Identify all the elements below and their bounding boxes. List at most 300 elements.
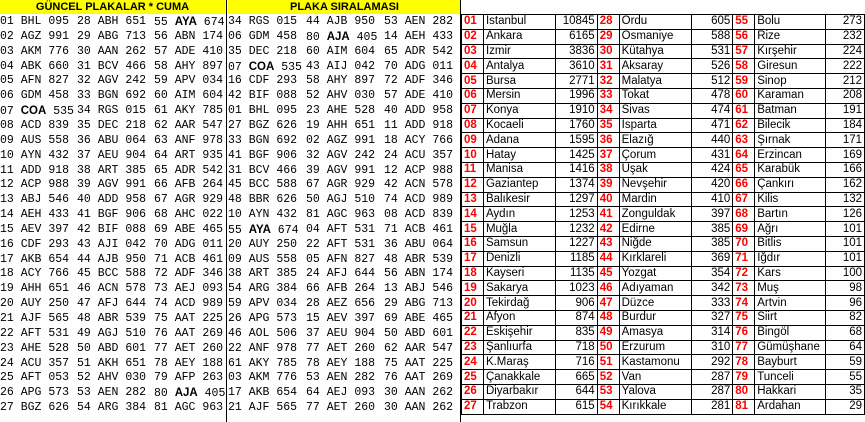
- plate-code: AGV: [326, 148, 348, 162]
- plate-entry: [154, 104, 223, 119]
- plate-code: AJI: [97, 237, 119, 251]
- plate-number: 22: [306, 237, 320, 251]
- province-code: 59: [733, 74, 755, 89]
- province-name: İzmir: [483, 44, 555, 59]
- plate-value: 713: [125, 29, 147, 43]
- plate-value: 034: [202, 74, 224, 88]
- table-row: [462, 59, 865, 74]
- plate-count: 1227: [555, 236, 597, 251]
- plate-entry: [228, 357, 297, 372]
- plate-number: 75: [384, 356, 398, 370]
- province-code: 25: [462, 370, 484, 385]
- plate-entry: [77, 267, 146, 282]
- province-name: Iğdır: [755, 251, 826, 266]
- province-name: Çorum: [619, 148, 691, 163]
- province-code: 08: [462, 118, 484, 133]
- plate-number: 30: [384, 386, 398, 400]
- plate-code: AAN: [97, 44, 119, 58]
- plate-number: 46: [77, 282, 91, 296]
- table-row: [462, 118, 865, 133]
- plate-value: 225: [202, 312, 224, 325]
- plate-value: 260: [202, 341, 224, 355]
- plate-value: 064: [125, 133, 147, 147]
- plate-code: DEC: [248, 44, 270, 58]
- plate-value: 346: [202, 267, 224, 281]
- province-code: 68: [733, 207, 755, 222]
- plate-count: 59: [826, 355, 865, 370]
- province-code: 16: [462, 236, 484, 251]
- plate-code: ABE: [404, 312, 426, 325]
- plate-code: ACD: [404, 193, 426, 207]
- plate-entry: [306, 30, 377, 46]
- plate-code: ARG: [248, 282, 270, 296]
- province-code: 42: [597, 222, 619, 237]
- province-name: Isparta: [619, 118, 691, 133]
- plate-entry: [306, 357, 375, 372]
- plate-number: 53: [384, 15, 398, 28]
- plate-value: 827: [48, 74, 70, 88]
- plate-code: BGN: [97, 89, 119, 103]
- plate-entry: [306, 149, 375, 164]
- plate-number: 33: [228, 133, 242, 147]
- plate-count: 101: [826, 251, 865, 266]
- plate-code: BIF: [97, 222, 119, 236]
- plate-code: AYN: [20, 148, 42, 162]
- plate-entry: [0, 282, 69, 297]
- plate-entry: [0, 164, 69, 179]
- plate-code: AEV: [20, 222, 42, 236]
- province-name: Çankırı: [755, 177, 826, 192]
- plate-entry: [306, 74, 375, 89]
- plate-number: 49: [77, 326, 91, 340]
- plate-count: 1253: [555, 207, 597, 222]
- plate-entry: [228, 342, 297, 357]
- plate-value: 558: [276, 252, 298, 266]
- plate-count: 292: [691, 355, 733, 370]
- plate-count: 1232: [555, 222, 597, 237]
- plate-value: 897: [202, 59, 224, 73]
- plate-entry: [306, 297, 375, 312]
- plate-code: AEU: [97, 148, 119, 162]
- plate-entry: [77, 119, 146, 134]
- plate-count: 1760: [555, 118, 597, 133]
- plate-code: AET: [326, 341, 348, 355]
- plate-entry: [154, 312, 223, 327]
- plate-value: 991: [125, 178, 147, 192]
- plate-entry: [384, 357, 453, 372]
- plate-value: 963: [354, 208, 376, 222]
- plate-entry: [0, 178, 69, 193]
- plate-code: AKM: [20, 44, 42, 58]
- province-name: Tokat: [619, 88, 691, 103]
- plate-entry: [0, 223, 69, 238]
- plate-code: AAT: [404, 356, 426, 370]
- plate-entry: [77, 149, 146, 164]
- province-name: Kars: [755, 266, 826, 281]
- plate-count: 1595: [555, 133, 597, 148]
- province-name: Muş: [755, 281, 826, 296]
- plate-value: 651: [48, 282, 70, 296]
- plate-code: BCC: [248, 178, 270, 192]
- province-code: 78: [733, 355, 755, 370]
- plate-code: ADE: [404, 89, 426, 103]
- plate-count: 64: [826, 340, 865, 355]
- plate-entry: [384, 134, 453, 149]
- plate-value: 547: [202, 118, 224, 132]
- plate-code: ADD: [404, 104, 426, 118]
- plate-code: ABG: [404, 297, 426, 311]
- plate-code: APV: [248, 297, 270, 311]
- plate-code: CDF: [20, 237, 42, 251]
- province-code: 57: [733, 44, 755, 59]
- plate-number: 18: [0, 267, 14, 281]
- plate-code: ACP: [20, 178, 42, 192]
- plate-count: 665: [555, 370, 597, 385]
- plate-code-bold: COA: [20, 105, 47, 118]
- plate-value: 991: [354, 133, 376, 147]
- plate-entry: [154, 60, 223, 75]
- plate-number: 57: [384, 89, 398, 103]
- plate-value: 385: [125, 163, 147, 177]
- plate-value: 950: [125, 252, 147, 266]
- plate-entry: [77, 342, 146, 357]
- plate-entry: [77, 357, 146, 372]
- plate-entry: [0, 297, 69, 312]
- province-name: Bayburt: [755, 355, 826, 370]
- plate-entry: [384, 15, 453, 30]
- plate-code: AGJ: [326, 193, 348, 207]
- plate-entry: [77, 30, 146, 45]
- plate-number: 68: [154, 208, 168, 222]
- plate-code: AFN: [326, 252, 348, 266]
- plate-entry: [154, 253, 223, 268]
- province-name: Zonguldak: [619, 207, 691, 222]
- plate-count: 1910: [555, 103, 597, 118]
- plate-number: 74: [384, 193, 398, 207]
- plate-value: 897: [354, 74, 376, 88]
- plate-number: 22: [228, 341, 242, 355]
- plate-entry: [77, 45, 146, 60]
- plate-entry: [384, 60, 453, 75]
- plate-number: 15: [0, 222, 14, 236]
- plate-number: 23: [306, 104, 320, 118]
- plate-entry: [77, 401, 146, 416]
- plate-entry: [154, 15, 225, 31]
- plate-entry: [0, 89, 69, 104]
- plate-entry: [228, 193, 297, 208]
- plate-number: 39: [77, 178, 91, 192]
- plate-number: 59: [228, 297, 242, 311]
- province-code: 15: [462, 222, 484, 237]
- plate-code: AGC: [326, 208, 348, 222]
- plate-value: 950: [354, 15, 376, 28]
- province-name: Kilis: [755, 192, 826, 207]
- province-name: Artvin: [755, 296, 826, 311]
- plate-value: 410: [432, 89, 454, 103]
- plate-value: 978: [202, 133, 224, 147]
- plate-code: ACN: [97, 282, 119, 296]
- plate-count: 397: [691, 207, 733, 222]
- plate-number: 06: [0, 89, 14, 103]
- table-row: [462, 207, 865, 222]
- plate-value: 293: [276, 74, 298, 88]
- plate-code: ACP: [404, 163, 426, 177]
- plate-entry: [228, 45, 297, 60]
- plate-number: 81: [306, 208, 320, 222]
- plate-entry: [0, 30, 69, 45]
- plate-code: AHY: [174, 59, 196, 73]
- plate-number: 50: [306, 193, 320, 207]
- province-code: 33: [597, 88, 619, 103]
- plate-code: ACD: [20, 118, 42, 132]
- province-name: Muğla: [483, 222, 555, 237]
- plate-value: 674: [203, 16, 225, 29]
- plate-number: 52: [77, 371, 91, 385]
- plate-entry: [228, 401, 297, 416]
- plate-count: 420: [691, 177, 733, 192]
- plate-entry: [154, 45, 223, 60]
- table-row: [462, 370, 865, 385]
- plate-number: 08: [0, 118, 14, 132]
- plate-value: 776: [48, 44, 70, 58]
- plate-number: 69: [154, 222, 168, 236]
- plate-value: 433: [48, 208, 70, 222]
- plate-number: 54: [77, 401, 91, 415]
- plate-count: 35: [826, 384, 865, 399]
- plate-code: ACD: [404, 208, 426, 222]
- plate-code: AKH: [97, 356, 119, 370]
- plate-entry: [77, 253, 146, 268]
- plate-number: 33: [77, 89, 91, 103]
- plate-entry: [306, 401, 375, 416]
- plate-number: 45: [77, 267, 91, 281]
- plate-number: 65: [154, 163, 168, 177]
- plate-value: 989: [432, 193, 454, 207]
- plate-entry: [0, 149, 69, 164]
- province-name: Sinop: [755, 74, 826, 89]
- plate-value: 293: [48, 237, 70, 251]
- plate-count: 224: [826, 44, 865, 59]
- plate-code-bold: AJA: [174, 387, 198, 400]
- plate-entry: [384, 386, 453, 401]
- plate-number: 32: [306, 148, 320, 162]
- plate-count: 232: [826, 29, 865, 44]
- plate-number: 04: [306, 222, 320, 236]
- plate-value: 651: [125, 356, 147, 370]
- plate-number: 19: [306, 118, 320, 132]
- province-code: 17: [462, 251, 484, 266]
- plate-count: 512: [691, 74, 733, 89]
- plate-value: 958: [432, 104, 454, 118]
- province-code: 14: [462, 207, 484, 222]
- plate-code: ADR: [174, 163, 196, 177]
- plate-code: AHY: [326, 74, 348, 88]
- province-name: Mardin: [619, 192, 691, 207]
- plate-number: 60: [306, 44, 320, 58]
- province-code: 27: [462, 399, 484, 414]
- plate-code: AUS: [20, 133, 42, 147]
- plate-number: 45: [228, 178, 242, 192]
- table-row: [462, 15, 865, 30]
- plate-count: 126: [826, 207, 865, 222]
- plate-value: 588: [276, 178, 298, 192]
- plate-number: 66: [154, 178, 168, 192]
- plate-entry: [0, 193, 69, 208]
- plate-count: 385: [691, 236, 733, 251]
- province-code: 32: [597, 74, 619, 89]
- plate-value: 935: [202, 148, 224, 162]
- plate-count: 222: [826, 59, 865, 74]
- plate-count: 471: [691, 118, 733, 133]
- province-name: Erzurum: [619, 340, 691, 355]
- plate-entry: [306, 60, 375, 75]
- plate-code: AEV: [326, 312, 348, 325]
- plate-number: 75: [154, 312, 168, 325]
- plate-number: 48: [77, 312, 91, 325]
- table-row: [462, 44, 865, 59]
- table-row: [462, 310, 865, 325]
- province-code: 37: [597, 148, 619, 163]
- plate-code: AEH: [404, 29, 426, 43]
- plate-number: 41: [228, 148, 242, 162]
- plate-number: 67: [154, 193, 168, 207]
- plate-value: 573: [276, 312, 298, 325]
- plate-code: ART: [248, 267, 270, 281]
- province-name: Niğde: [619, 236, 691, 251]
- plate-count: 100: [826, 266, 865, 281]
- plate-entry: [306, 327, 375, 342]
- plate-value: 015: [276, 15, 298, 28]
- plate-value: 644: [125, 297, 147, 311]
- plate-entry: [77, 297, 146, 312]
- plate-entry: [306, 238, 375, 253]
- plate-value: 269: [202, 326, 224, 340]
- plate-count: 101: [826, 222, 865, 237]
- plate-code: AEY: [174, 356, 196, 370]
- province-code: 24: [462, 355, 484, 370]
- province-code: 35: [597, 118, 619, 133]
- plate-count: 424: [691, 162, 733, 177]
- plate-value: 465: [202, 222, 224, 236]
- plate-number: 23: [0, 341, 14, 355]
- plate-code: AAN: [404, 401, 426, 415]
- plate-code: AGV: [97, 74, 119, 88]
- plate-code: CDF: [248, 74, 270, 88]
- province-name: Trabzon: [483, 399, 555, 414]
- province-code: 55: [733, 15, 755, 30]
- plate-number: 70: [154, 237, 168, 251]
- plate-entry: [228, 312, 297, 327]
- province-code: 13: [462, 192, 484, 207]
- province-code: 39: [597, 177, 619, 192]
- plate-number: 14: [384, 29, 398, 43]
- plate-count: 410: [691, 192, 733, 207]
- plate-number: 26: [0, 386, 14, 400]
- plate-value: 262: [432, 386, 454, 400]
- plate-count: 327: [691, 310, 733, 325]
- plate-number: 70: [384, 59, 398, 73]
- plate-entry: [228, 149, 297, 164]
- plate-number: 77: [306, 401, 320, 415]
- plate-number: 50: [384, 326, 398, 340]
- province-code: 09: [462, 133, 484, 148]
- plate-code: ACB: [404, 222, 426, 236]
- plate-number: 30: [384, 401, 398, 415]
- plate-value: 034: [276, 297, 298, 311]
- plate-number: 15: [306, 312, 320, 325]
- table-row: [462, 133, 865, 148]
- plate-number: 36: [384, 237, 398, 251]
- plate-code: AHH: [20, 282, 42, 296]
- plate-code: AKY: [248, 356, 270, 370]
- plate-code: ABD: [404, 326, 426, 340]
- plate-value: 542: [202, 163, 224, 177]
- plate-code: AJF: [248, 401, 270, 415]
- province-code: 38: [597, 162, 619, 177]
- plate-value: 604: [202, 89, 224, 103]
- plate-value: 282: [125, 386, 147, 400]
- plate-value: 565: [276, 401, 298, 415]
- plate-entry: [228, 297, 297, 312]
- plate-entry: [384, 312, 453, 327]
- plate-value: 531: [354, 237, 376, 251]
- plate-count: 287: [691, 370, 733, 385]
- plate-value: 578: [125, 282, 147, 296]
- plate-value: 264: [202, 178, 224, 192]
- plate-value: 988: [432, 163, 454, 177]
- plate-value: 064: [432, 237, 454, 251]
- plate-code: AKY: [174, 104, 196, 118]
- plate-entry: [384, 104, 453, 119]
- plate-number: 11: [384, 118, 398, 132]
- plate-count: 718: [555, 340, 597, 355]
- plate-entry: [306, 45, 375, 60]
- plate-number: 05: [0, 74, 14, 88]
- plate-entry: [154, 267, 223, 282]
- plate-value: 918: [48, 163, 70, 177]
- plate-number: 78: [306, 356, 320, 370]
- plate-entry: [154, 401, 223, 416]
- plate-entry: [384, 282, 453, 297]
- plate-number: 40: [384, 104, 398, 118]
- plate-code: ADD: [20, 163, 42, 177]
- plate-count: 2771: [555, 74, 597, 89]
- plate-code: BGZ: [248, 118, 270, 132]
- province-code: 67: [733, 192, 755, 207]
- plate-code: AAR: [404, 341, 426, 355]
- plate-number: 06: [228, 29, 242, 43]
- plate-value: 601: [125, 341, 147, 355]
- plate-entry: [306, 15, 375, 30]
- plate-entry: [154, 386, 225, 402]
- province-name: Siirt: [755, 310, 826, 325]
- province-name: İstanbul: [483, 15, 555, 30]
- table-row: [462, 192, 865, 207]
- province-name: Gaziantep: [483, 177, 555, 192]
- plate-entry: [0, 401, 69, 416]
- province-code: 52: [597, 370, 619, 385]
- plate-number: 48: [228, 193, 242, 207]
- province-name: Kırıkkale: [619, 399, 691, 414]
- plate-value: 260: [354, 341, 376, 355]
- plate-code: ABK: [20, 59, 42, 73]
- province-code: 51: [597, 355, 619, 370]
- plate-entry: [384, 253, 453, 268]
- plate-value: 433: [432, 29, 454, 43]
- plate-number: 79: [154, 371, 168, 385]
- plate-number: 64: [306, 386, 320, 400]
- plate-entry: [0, 74, 69, 89]
